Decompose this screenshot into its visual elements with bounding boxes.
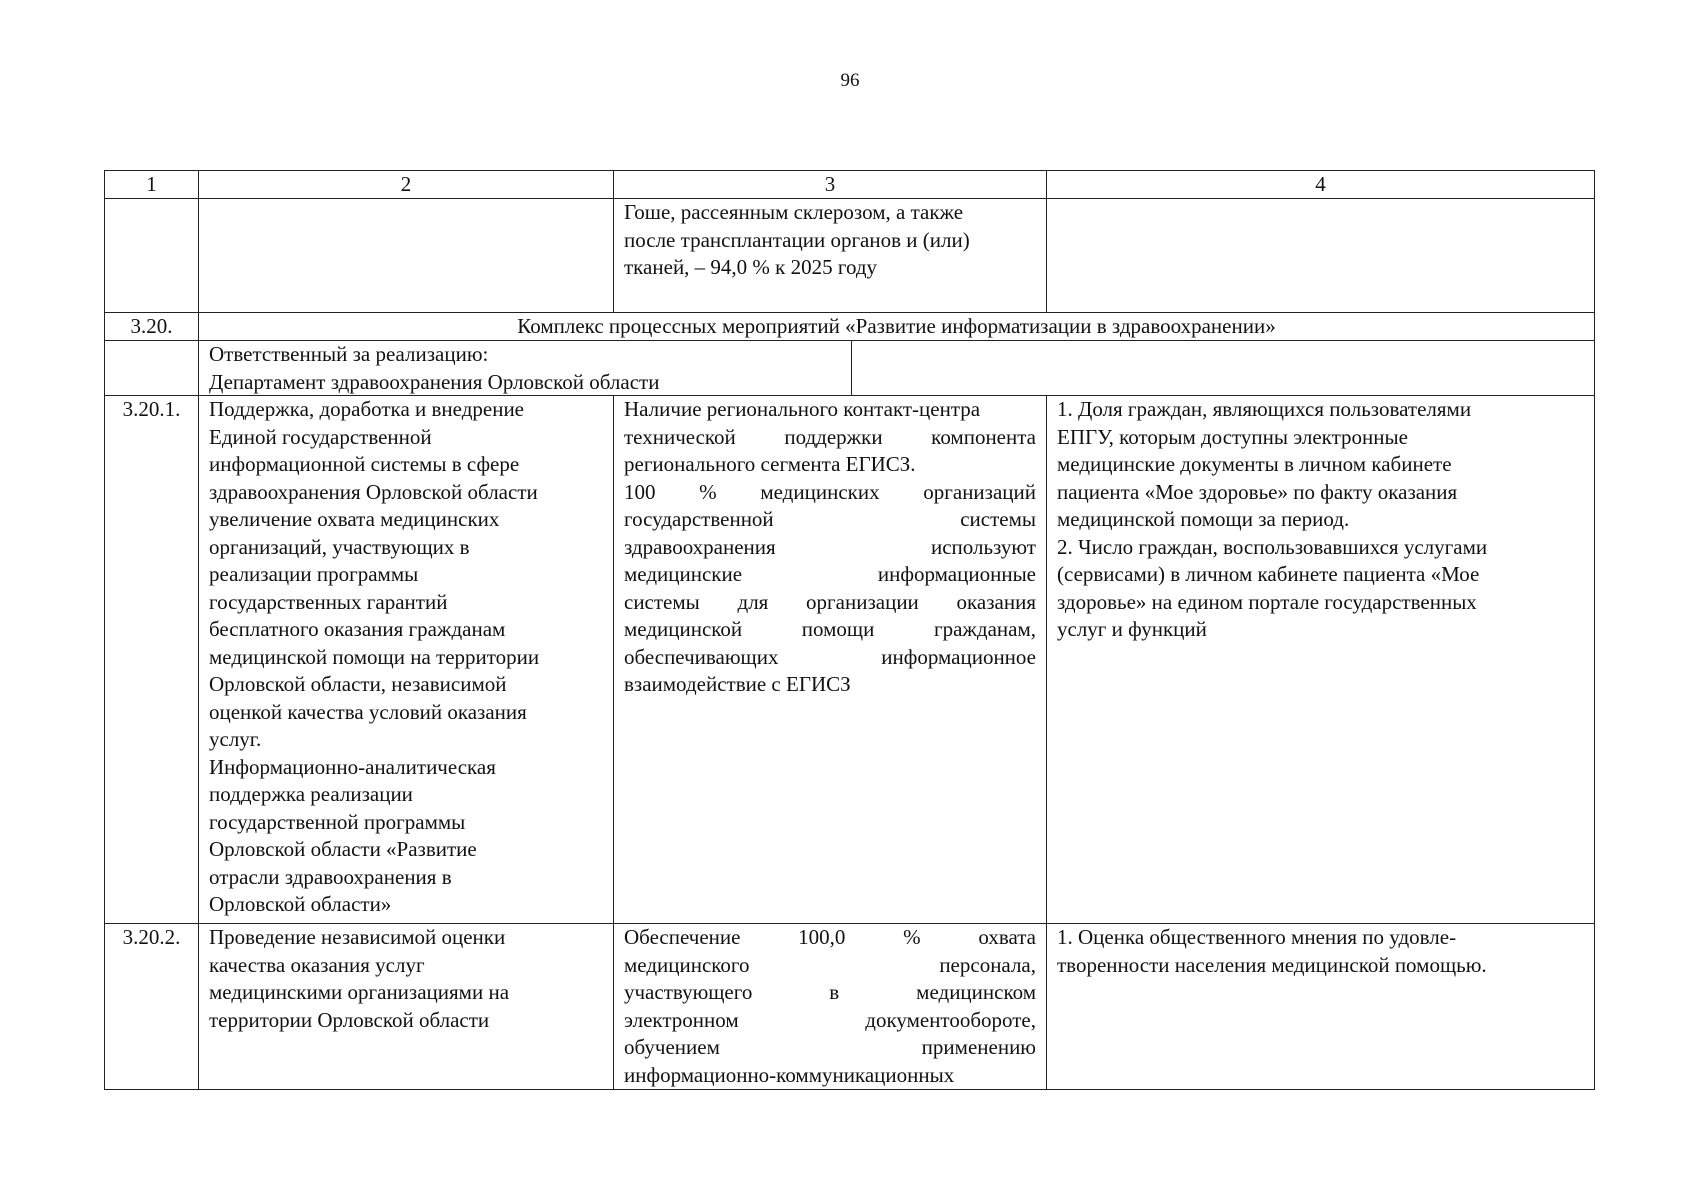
measure-name-cell	[199, 396, 614, 924]
row-number: 3.20.1.	[105, 396, 199, 924]
text-line: (сервисами) в личном кабинете пациента «Мое	[1057, 562, 1480, 586]
text-line: услуг и функций	[1057, 617, 1207, 641]
text-line: электронном документообороте,	[624, 1007, 1036, 1032]
text-line: Орловской области»	[209, 892, 392, 916]
text-line: медицинские информационные	[624, 562, 1036, 586]
table-header-row	[105, 171, 1595, 199]
text-line: взаимодействие с ЕГИСЗ	[624, 672, 851, 696]
text-line: творенности населения медицинской помощью.	[1057, 952, 1487, 977]
text-line: информационно-коммуникационных	[624, 1062, 955, 1087]
text-line: государственной программы	[209, 809, 466, 834]
text-line: Проведение независимой оценки	[209, 925, 506, 949]
section-title: Комплекс процессных мероприятий «Развитие информатизации в здравоохранении»	[199, 313, 1595, 341]
measure-indicator-cell	[1047, 396, 1595, 924]
header-cell-2: 2	[199, 171, 614, 199]
text-line: отрасли здравоохранения в	[209, 864, 452, 889]
responsible-row	[105, 341, 1595, 396]
text-line: реализации программы	[209, 562, 419, 586]
table-row	[105, 396, 1595, 924]
text-line: Департамент здравоохранения Орловской области	[209, 369, 660, 394]
text-line: Орловской области, независимой	[209, 672, 507, 696]
text-line: Информационно-аналитическая	[209, 754, 496, 779]
text-line: услуг.	[209, 727, 262, 751]
text-line: Орловской области «Развитие	[209, 837, 477, 861]
page-number: 96	[840, 70, 860, 91]
text-line: технической поддержки компонента	[624, 424, 1036, 449]
text-line: территории Орловской области	[209, 1007, 490, 1032]
text-line: оценкой качества условий оказания	[209, 699, 527, 724]
measure-result-cell	[614, 396, 1047, 924]
text-line: медицинской помощи на территории	[209, 644, 540, 669]
text-line: Гоше, рассеянным склерозом, а также	[624, 200, 964, 224]
measure-indicator-cell	[1047, 924, 1595, 1090]
responsible-number-cell	[105, 341, 199, 396]
text-line: ЕПГУ, которым доступны электронные	[1057, 424, 1408, 449]
text-line: обучением применению	[624, 1035, 1036, 1059]
text-line: организаций, участвующих в	[209, 534, 470, 559]
text-line: регионального сегмента ЕГИСЗ.	[624, 452, 916, 476]
header-cell-1: 1	[105, 171, 199, 199]
text-line: Единой государственной	[209, 424, 432, 449]
text-line: здравоохранения используют	[624, 534, 1036, 559]
text-line: обеспечивающих информационное	[624, 644, 1036, 669]
text-line: Ответственный за реализацию:	[209, 342, 489, 366]
text-line: медицинской помощи гражданам,	[624, 617, 1036, 641]
header-cell-3: 3	[614, 171, 1047, 199]
text-line: поддержка реализации	[209, 782, 413, 806]
text-line: 100 % медицинских организаций	[624, 479, 1036, 504]
continuation-number-cell	[105, 199, 199, 313]
continuation-col4-cell	[1047, 199, 1595, 313]
header-cell-4: 4	[1047, 171, 1595, 199]
continuation-col3-cell	[614, 199, 1047, 313]
text-line: медицинскими организациями на	[209, 980, 510, 1004]
text-line: 2. Число граждан, воспользовавшихся услугами	[1057, 534, 1488, 559]
text-line: участвующего в медицинском	[624, 980, 1036, 1004]
table-row	[105, 924, 1595, 1090]
text-line: увеличение охвата медицинских	[209, 507, 500, 531]
text-line: бесплатного оказания гражданам	[209, 617, 506, 641]
text-line: пациента «Мое здоровье» по факту оказания	[1057, 479, 1458, 504]
text-line: медицинской помощи за период.	[1057, 507, 1350, 531]
text-line: государственных гарантий	[209, 589, 448, 614]
text-line: государственной системы	[624, 507, 1036, 531]
text-line: Поддержка, доработка и внедрение	[209, 397, 524, 421]
text-line: информационной системы в сфере	[209, 452, 520, 476]
text-line: после трансплантации органов и (или)	[624, 227, 970, 252]
text-line: здравоохранения Орловской области	[209, 479, 538, 504]
section-title-row	[105, 313, 1595, 341]
text-line: медицинского персонала,	[624, 952, 1036, 977]
continuation-row	[105, 199, 1595, 313]
measures-table	[104, 170, 1595, 1090]
responsible-empty-cell	[852, 341, 1594, 395]
responsible-text	[199, 341, 852, 395]
text-line: тканей, – 94,0 % к 2025 году	[624, 255, 878, 279]
text-line: 1. Доля граждан, являющихся пользователями	[1057, 397, 1472, 421]
text-line: Обеспечение 100,0 % охвата	[624, 925, 1036, 949]
section-number: 3.20.	[105, 313, 199, 341]
measure-name-cell	[199, 924, 614, 1090]
measure-result-cell	[614, 924, 1047, 1090]
row-number: 3.20.2.	[105, 924, 199, 1090]
text-line: качества оказания услуг	[209, 952, 425, 977]
text-line: 1. Оценка общественного мнения по удовле-	[1057, 925, 1457, 949]
text-line: Наличие регионального контакт-центра	[624, 397, 981, 421]
responsible-cell	[199, 341, 1595, 396]
text-line: системы для организации оказания	[624, 589, 1036, 614]
continuation-col2-cell	[199, 199, 614, 313]
text-line: здоровье» на едином портале государственных	[1057, 589, 1477, 614]
text-line: медицинские документы в личном кабинете	[1057, 452, 1452, 476]
